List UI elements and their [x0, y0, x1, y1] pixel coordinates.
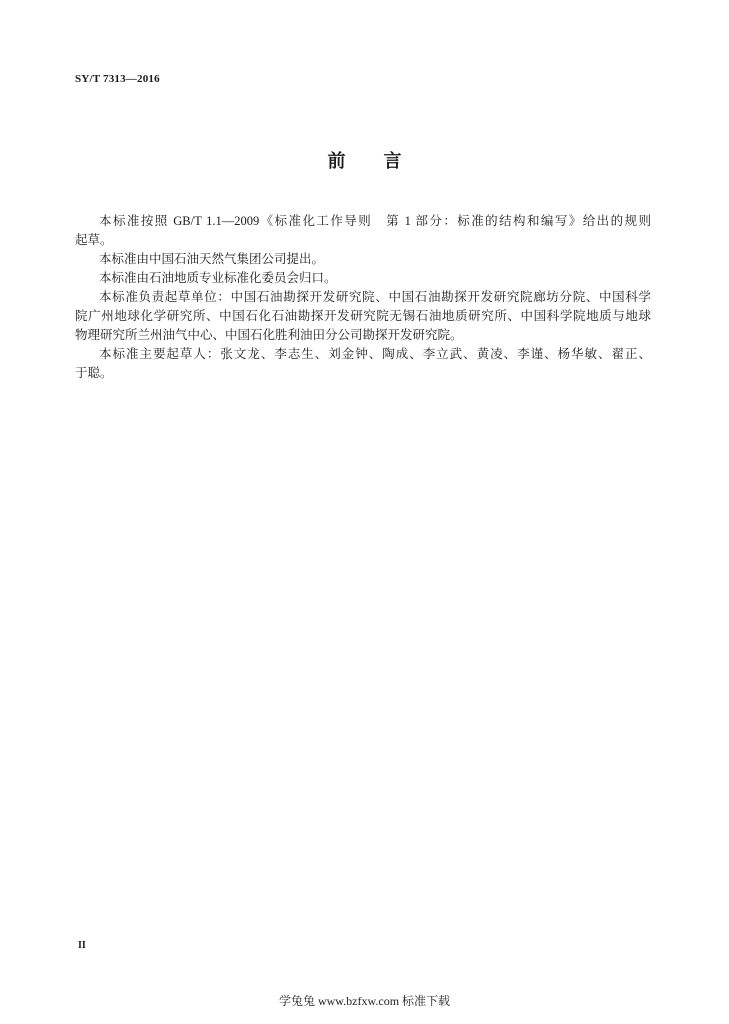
document-body [75, 212, 651, 383]
text-line: 于聪。 [75, 366, 113, 380]
standard-code-header: SY/T 7313—2016 [75, 73, 160, 85]
text-line: 本标准主要起草人：张文龙、李志生、刘金钟、陶成、李立武、黄凌、李谨、杨华敏、翟正、 [99, 347, 651, 361]
paragraph-drafting-units [75, 288, 651, 345]
paragraph-administered-by [75, 269, 651, 288]
paragraph-main-drafters [75, 345, 651, 383]
text-line: 本标准按照 GB/T 1.1—2009《标准化工作导则 第 1 部分：标准的结构和编写》给出的规则 [99, 214, 651, 228]
text-line: 本标准由中国石油天然气集团公司提出。 [99, 252, 325, 266]
footer-watermark: 学兔兔 www.bzfxw.com 标准下载 [278, 994, 451, 1008]
text-line: 本标准负责起草单位：中国石油勘探开发研究院、中国石油勘探开发研究院廊坊分院、中国科学 [99, 290, 651, 304]
text-line: 院广州地球化学研究所、中国石化石油勘探开发研究院无锡石油地质研究所、中国科学院地质与地球 [75, 309, 651, 323]
page-number: II [78, 940, 86, 951]
text-line: 物理研究所兰州油气中心、中国石化胜利油田分公司勘探开发研究院。 [75, 328, 463, 342]
page-title: 前 言 [327, 151, 412, 171]
text-line: 起草。 [75, 233, 113, 247]
paragraph-drafting-rules [75, 212, 651, 250]
text-line: 本标准由石油地质专业标准化委员会归口。 [99, 271, 337, 285]
paragraph-proposed-by [75, 250, 651, 269]
